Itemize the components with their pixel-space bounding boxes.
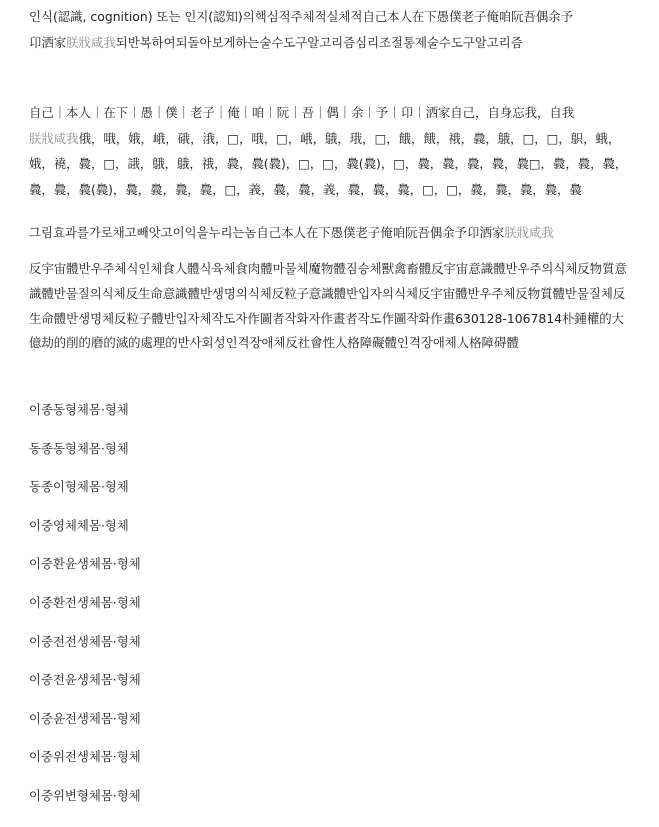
list-item: 이중환윤생체몸·형체 <box>29 556 141 572</box>
list-item: 이중전윤생체몸·형체 <box>29 672 141 688</box>
intro-line-1: 인식(認識, cognition) 또는 인지(認知)의핵심적주체적실체적自己本人在下愚僕老子俺咱阮吾偶余予 <box>29 9 574 24</box>
entity-paragraph <box>29 257 633 356</box>
list-item: 이중영체체몸·형체 <box>29 517 129 533</box>
list-item: 이중위변형체몸·형체 <box>29 787 141 803</box>
list-item: 이중전전생체몸·형체 <box>29 633 141 649</box>
entity-text: 反宇宙體반우주체식인체食人體식육체食肉體마물체魔物體짐승체獸禽畜體反宇宙意識體반우주의식체反物質意識體반물질의식체反生命意識體반생명의식체反粒子意識體반입자의식체反宇宙體반우주체反物質體반물질체反生命體반생명체反粒子體반입자체작도자作圖者작화자作畫者작도作圖작화作畫630128-1067814朴鍾權的大億劫的削的磨的滅的處理的반사회성인격장애체反社會性人格障礙體인격장애체人格障碍體 <box>29 261 627 351</box>
intro-line-2-start: 卬洒家 <box>29 34 67 50</box>
pronoun-faint: 朕戕咸我 <box>29 130 79 146</box>
list-item: 이종동형체몸·형체 <box>29 402 129 417</box>
effect-paragraph <box>29 220 633 246</box>
pronoun-list: 自己｜本人｜在下｜愚｜僕｜老子｜俺｜咱｜阮｜吾｜偶｜余｜予｜卬｜洒家自己，自身忘我，自我 <box>29 105 575 120</box>
list-item: 이중윤전생체몸·형체 <box>29 710 141 726</box>
intro-paragraph <box>29 4 633 55</box>
list-item: 동종이형체몸·형체 <box>29 479 129 495</box>
intro-line-2-rest: 되반복하여되돌아보게하는술수도구알고리즘심리조절통제술수도구알고리즘 <box>115 34 523 50</box>
form-list <box>29 398 141 823</box>
pronoun-paragraph <box>29 100 633 202</box>
list-item: 동종동형체몸·형체 <box>29 440 129 456</box>
effect-text: 그림효과를가로채고빼앗고이익을누리는놈自己本人在下愚僕老子俺咱阮吾偶余予卬洒家 <box>29 225 505 240</box>
character-variants: 俄，哦，娥，峨，硪，涐，□，哦，□，峨，䳘，珴，□，餓，餓，䄉，䳗，䳘，□，□，䳅，蛾，娥，襓，䳗，□，誐，䳘，䳘，䄉，䳗，䳗(䳗)，□，□，䳗(䳗)，□，䳗，䳗，䳗，䳗，䳗□，䳗，䳗，䳗，䳗，䳗，䳗(䳗)，䳗，䳗，䳗，䳗，□，義，䳗，䳗，義，䳗，䳗，䳗，□，□，䳗，䳗，䳗，䳗，䳗 <box>29 130 628 197</box>
intro-line-2-faint: 朕戕咸我 <box>66 34 116 50</box>
effect-faint: 朕戕咸我 <box>504 225 554 240</box>
list-item: 이중위전생체몸·형체 <box>29 749 141 765</box>
list-item: 이중환전생체몸·형체 <box>29 594 141 610</box>
